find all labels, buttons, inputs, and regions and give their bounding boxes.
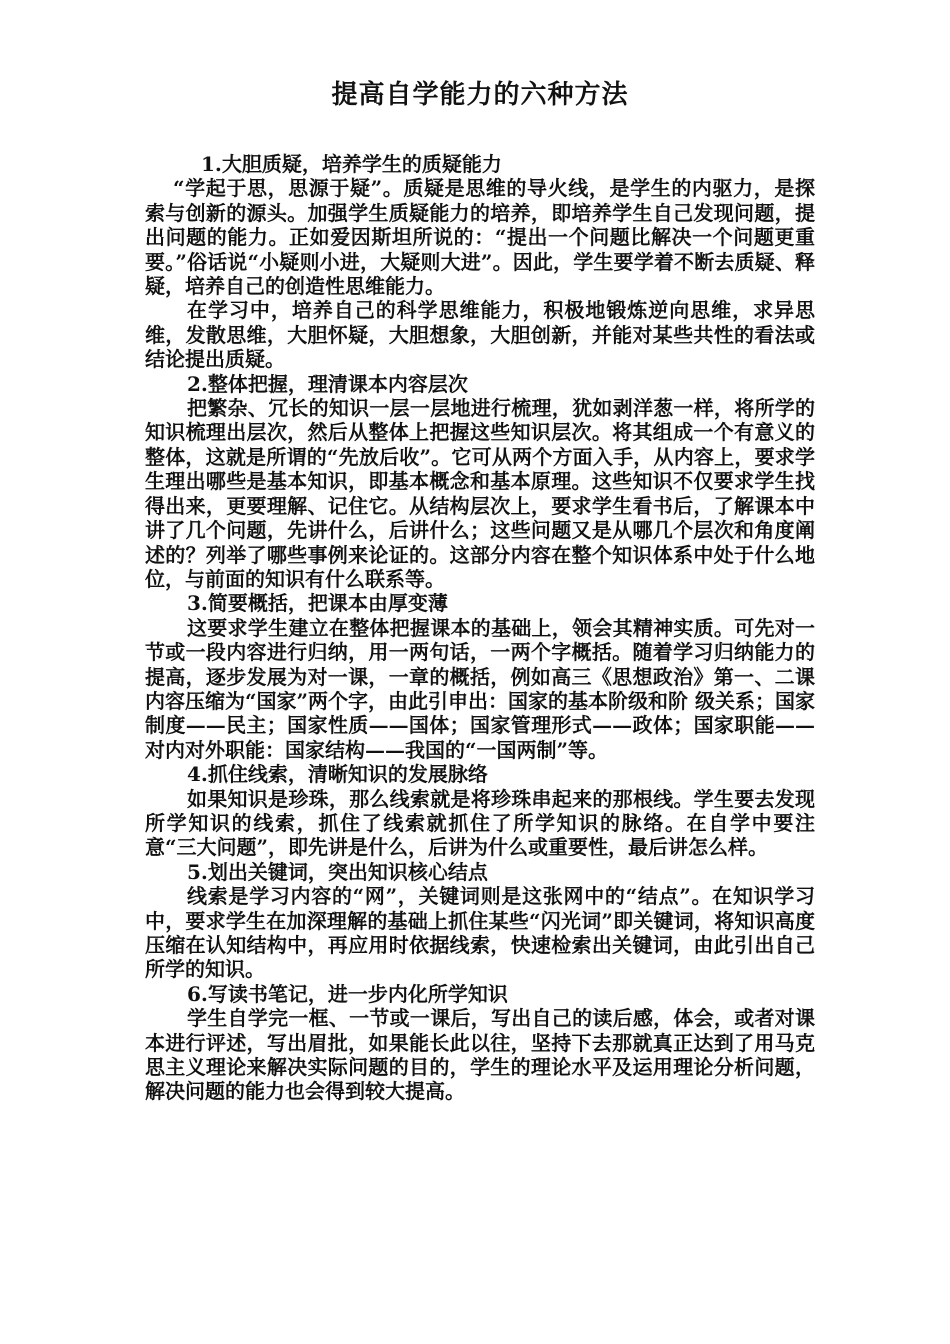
section-heading: 6.写读书笔记，进一步内化所学知识 — [187, 981, 508, 1006]
section-heading: 5.划出关键词，突出知识核心结点 — [187, 859, 488, 884]
section-heading: 2.整体把握，理清课本内容层次 — [187, 371, 468, 396]
paragraph: 线索是学习内容的“网”，关键词则是这张网中的“结点”。在知识学习中，要求学生在加深理解的基础上抓住某些“闪光词”即关键词，将知识高度压缩在认知结构中，再应用时依据线索，快速检索出关键词，由此引出自己所学的知识。 — [145, 884, 815, 982]
section-1 — [145, 152, 815, 372]
section-6 — [145, 982, 815, 1104]
paragraph: 把繁杂、冗长的知识一层一层地进行梳理，犹如剥洋葱一样，将所学的知识梳理出层次，然后从整体上把握这些知识层次。将其组成一个有意义的整体，这就是所谓的“先放后收”。它可从两个方面入手，从内容上，要求学生理出哪些是基本知识，即基本概念和基本原理。这些知识不仅要求学生找得出来，更要理解、记住它。从结构层次上，要求学生看书后，了解课本中讲了几个问题，先讲什么，后讲什么；这些问题又是从哪几个层次和角度阐述的？列举了哪些事例来论证的。这部分内容在整个知识体系中处于什么地位，与前面的知识有什么联系等。 — [145, 396, 815, 591]
paragraph: 如果知识是珍珠，那么线索就是将珍珠串起来的那根线。学生要去发现所学知识的线索，抓住了线索就抓住了所学知识的脉络。在自学中要注意“三大问题”，即先讲是什么，后讲为什么或重要性，最后讲怎么样。 — [145, 786, 815, 860]
section-4 — [145, 762, 815, 860]
paragraph: 在学习中，培养自己的科学思维能力，积极地锻炼逆向思维，求异思维，发散思维，大胆怀疑，大胆想象，大胆创新，并能对某些共性的看法或结论提出质疑。 — [145, 298, 815, 372]
section-heading: 4.抓住线索，清晰知识的发展脉络 — [187, 762, 488, 787]
section-5 — [145, 860, 815, 982]
section-heading: 1.大胆质疑，培养学生的质疑能力 — [201, 152, 502, 176]
paragraph: 学生自学完一框、一节或一课后，写出自己的读后感，体会，或者对课本进行评述，写出眉批，如果能长此以往，坚持下去那就真正达到了用马克思主义理论来解决实际问题的目的，学生的理论水平及运用理论分析问题，解决问题的能力也会得到较大提高。 — [145, 1006, 815, 1104]
section-2 — [145, 372, 815, 592]
paragraph: “学起于思，思源于疑”。质疑是思维的导火线，是学生的内驱力，是探索与创新的源头。加强学生质疑能力的培养，即培养学生自己发现问题，提出问题的能力。正如爱因斯坦所说的：“提出一个问题比解决一个问题更重要。”俗话说“小疑则小进，大疑则大进”。因此，学生要学着不断去质疑、释疑，培养自己的创造性思维能力。 — [145, 176, 815, 299]
section-3 — [145, 591, 815, 762]
paragraph: 这要求学生建立在整体把握课本的基础上，领会其精神实质。可先对一节或一段内容进行归纳，用一两句话，一两个字概括。随着学习归纳能力的提高，逐步发展为对一课，一章的概括，例如高三《思想政治》第一、二课内容压缩为“国家”两个字，由此引申出：国家的基本阶级和阶 级关系；国家制度——民主；国家性质——国体；国家管理形式——政体；国家职能——对内对外职能：国家结构——我国的“一国两制”等。 — [145, 615, 815, 762]
document-page — [145, 78, 815, 1104]
section-heading: 3.简要概括，把课本由厚变薄 — [187, 591, 448, 616]
document-title: 提高自学能力的六种方法 — [331, 80, 629, 110]
